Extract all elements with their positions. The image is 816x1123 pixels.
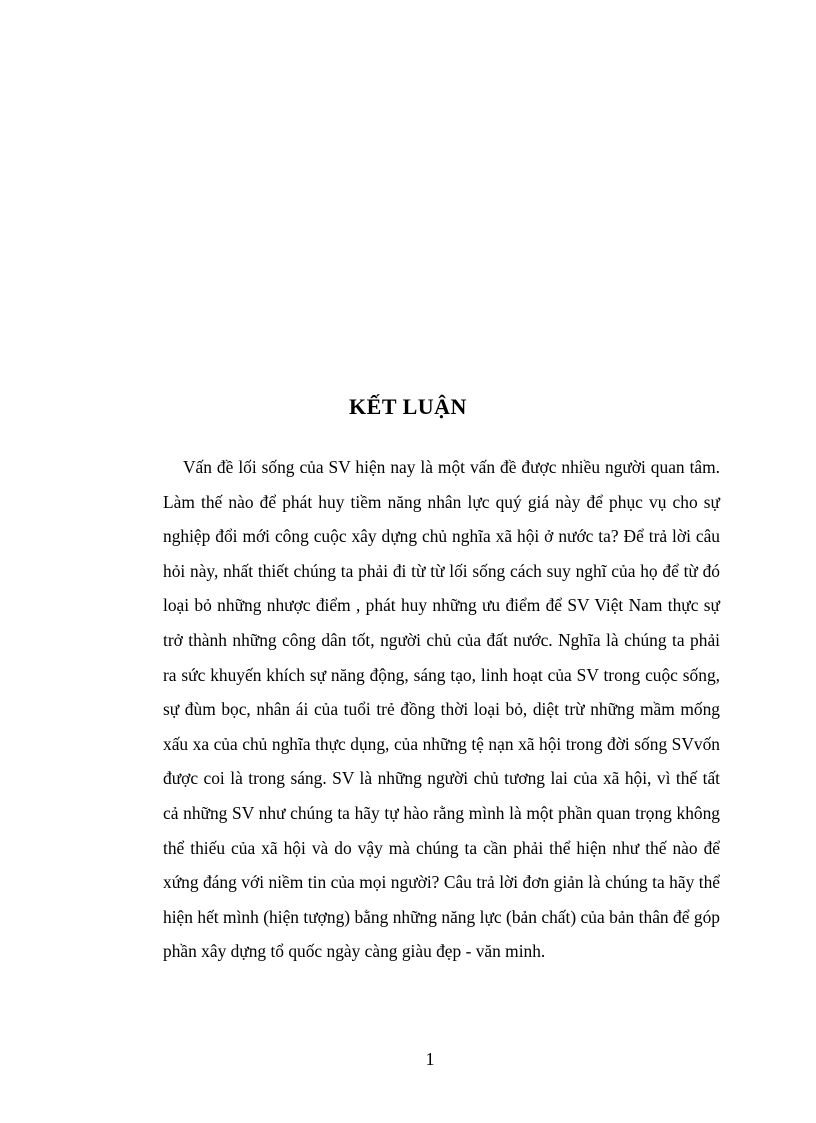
conclusion-paragraph: Vấn đề lối sống của SV hiện nay là một vấn đề được nhiều người quan tâm. Làm thế nào để phát huy tiềm năng nhân lực quý giá này để phục vụ cho sự nghiệp đổi mới công cuộc xây dựng chủ nghĩa xã hội ở nước ta? Để trả lời câu hỏi này, nhất thiết chúng ta phải đi từ từ lối sống cách suy nghĩ của họ để từ đó loại bỏ những nhược điểm , phát huy những ưu điểm để SV Việt Nam thực sự trở thành những công dân tốt, người chủ của đất nước. Nghĩa là chúng ta phải ra sức khuyến khích sự năng động, sáng tạo, linh hoạt của SV trong cuộc sống, sự đùm bọc, nhân ái của tuổi trẻ đồng thời loại bỏ, diệt trừ những mầm mống xấu xa của chủ nghĩa thực dụng, của những tệ nạn xã hội trong đời sống SVvốn được coi là trong sáng. SV là những người chủ tương lai của xã hội, vì thế tất cả những SV như chúng ta hãy tự hào rằng mình là một phần quan trọng không thể thiếu của xã hội và do vậy mà chúng ta cần phải thể hiện như thế nào để xứng đáng với niềm tin của mọi người? Câu trả lời đơn giản là chúng ta hãy thể hiện hết mình (hiện tượng) bằng những năng lực (bản chất) của bản thân để góp phần xây dựng tổ quốc ngày càng giàu đẹp - văn minh.: [163, 457, 720, 962]
page-title: KẾT LUẬN: [349, 394, 467, 419]
page-number: 1: [425, 1049, 435, 1069]
